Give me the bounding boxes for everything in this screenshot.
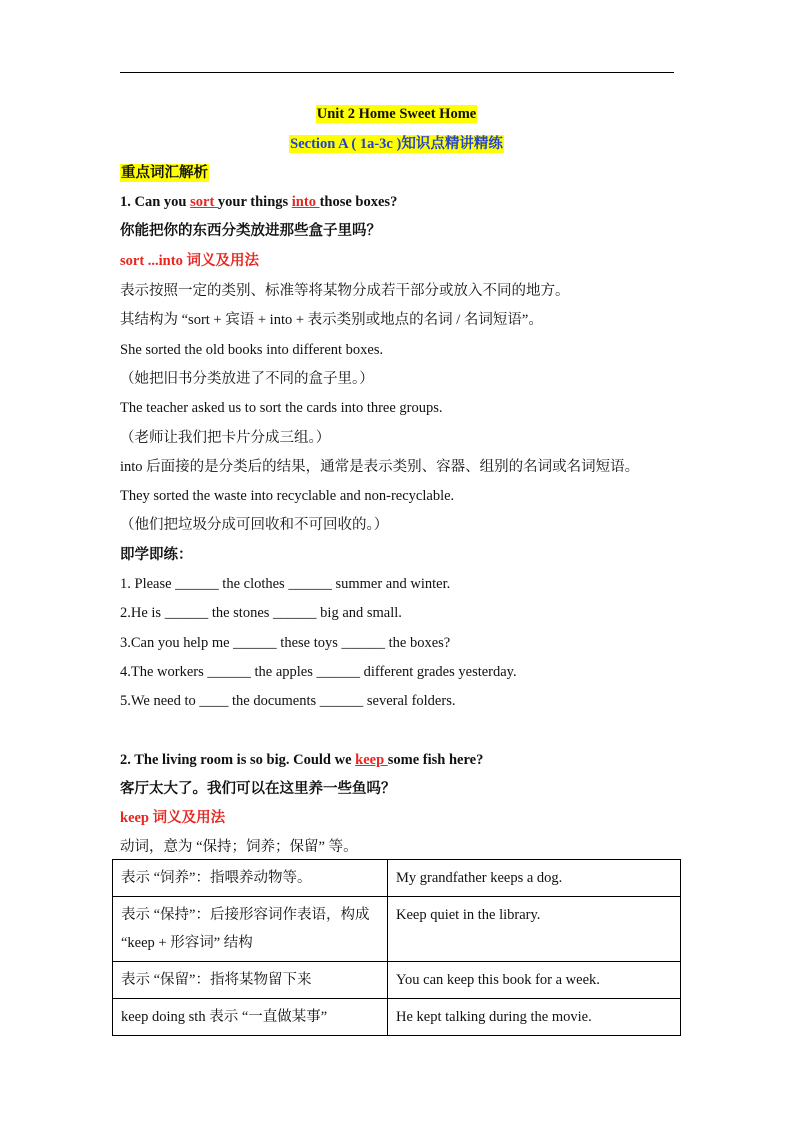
example-translation: （他们把垃圾分成可回收和不可回收的。）	[120, 517, 389, 533]
item1-line: into 后面接的是分类后的结果，通常是表示类别、容器、组别的名词或名词短语。	[120, 459, 640, 475]
item1-usage-title: sort ...into 词义及用法	[120, 253, 259, 269]
item1-sentence: 1. Can you sort your things into those boxes?	[120, 194, 398, 210]
table-cell: 表示 “饲养”：指喂养动物等。	[113, 860, 388, 897]
exercise-item: 3.Can you help me ______ these toys ______ the boxes?	[120, 635, 451, 651]
table-cell: 表示 “保留”：指将某物留下来	[113, 962, 388, 999]
item2-intro: 动词，意为 “保持；饲养；保留” 等。	[120, 839, 358, 855]
table-row	[113, 897, 681, 962]
exercise-item: 2.He is ______ the stones ______ big and small.	[120, 605, 402, 621]
table-cell: keep doing sth 表示 “一直做某事”	[113, 999, 388, 1036]
table-cell: He kept talking during the movie.	[388, 999, 681, 1036]
practice-title: 即学即练：	[120, 547, 193, 563]
exercise-item: 4.The workers ______ the apples ______ different grades yesterday.	[120, 664, 517, 680]
keep-usage-table	[112, 859, 681, 1036]
item1-line: 表示按照一定的类别、标准等将某物分成若干部分或放入不同的地方。	[120, 283, 570, 299]
item1-line: 其结构为 “sort + 宾语 + into + 表示类别或地点的名词 / 名词短语”。	[120, 312, 543, 328]
exercise-item: 5.We need to ____ the documents ______ several folders.	[120, 693, 456, 709]
example-sentence: She sorted the old books into different boxes.	[120, 342, 384, 358]
table-cell: You can keep this book for a week.	[388, 962, 681, 999]
table-cell: 表示 “保持”：后接形容词作表语，构成 “keep + 形容词” 结构	[113, 897, 388, 962]
section-subtitle: Section A ( 1a-3c )知识点精讲精练	[290, 136, 503, 152]
item2-translation: 客厅太大了。我们可以在这里养一些鱼吗？	[120, 781, 396, 797]
keyword-sort: sort	[190, 194, 218, 210]
table-cell: Keep quiet in the library.	[388, 897, 681, 962]
table-row	[113, 860, 681, 897]
item2-usage-title: keep 词义及用法	[120, 810, 226, 826]
table-row	[113, 999, 681, 1036]
example-translation: （老师让我们把卡片分成三组。）	[120, 430, 331, 446]
exercise-item: 1. Please ______ the clothes ______ summer and winter.	[120, 576, 451, 592]
section-heading: 重点词汇解析	[121, 165, 208, 181]
unit-title: Unit 2 Home Sweet Home	[316, 106, 477, 122]
keyword-keep: keep	[355, 752, 388, 768]
example-sentence: The teacher asked us to sort the cards into three groups.	[120, 400, 443, 416]
keyword-into: into	[291, 194, 320, 210]
item1-translation: 你能把你的东西分类放进那些盒子里吗？	[120, 223, 381, 239]
item2-sentence: 2. The living room is so big. Could we keep some fish here?	[120, 752, 484, 768]
example-translation: （她把旧书分类放进了不同的盒子里。）	[120, 371, 374, 387]
header-rule	[120, 72, 674, 73]
example-sentence: They sorted the waste into recyclable and non-recyclable.	[120, 488, 455, 504]
table-row	[113, 962, 681, 999]
table-cell: My grandfather keeps a dog.	[388, 860, 681, 897]
